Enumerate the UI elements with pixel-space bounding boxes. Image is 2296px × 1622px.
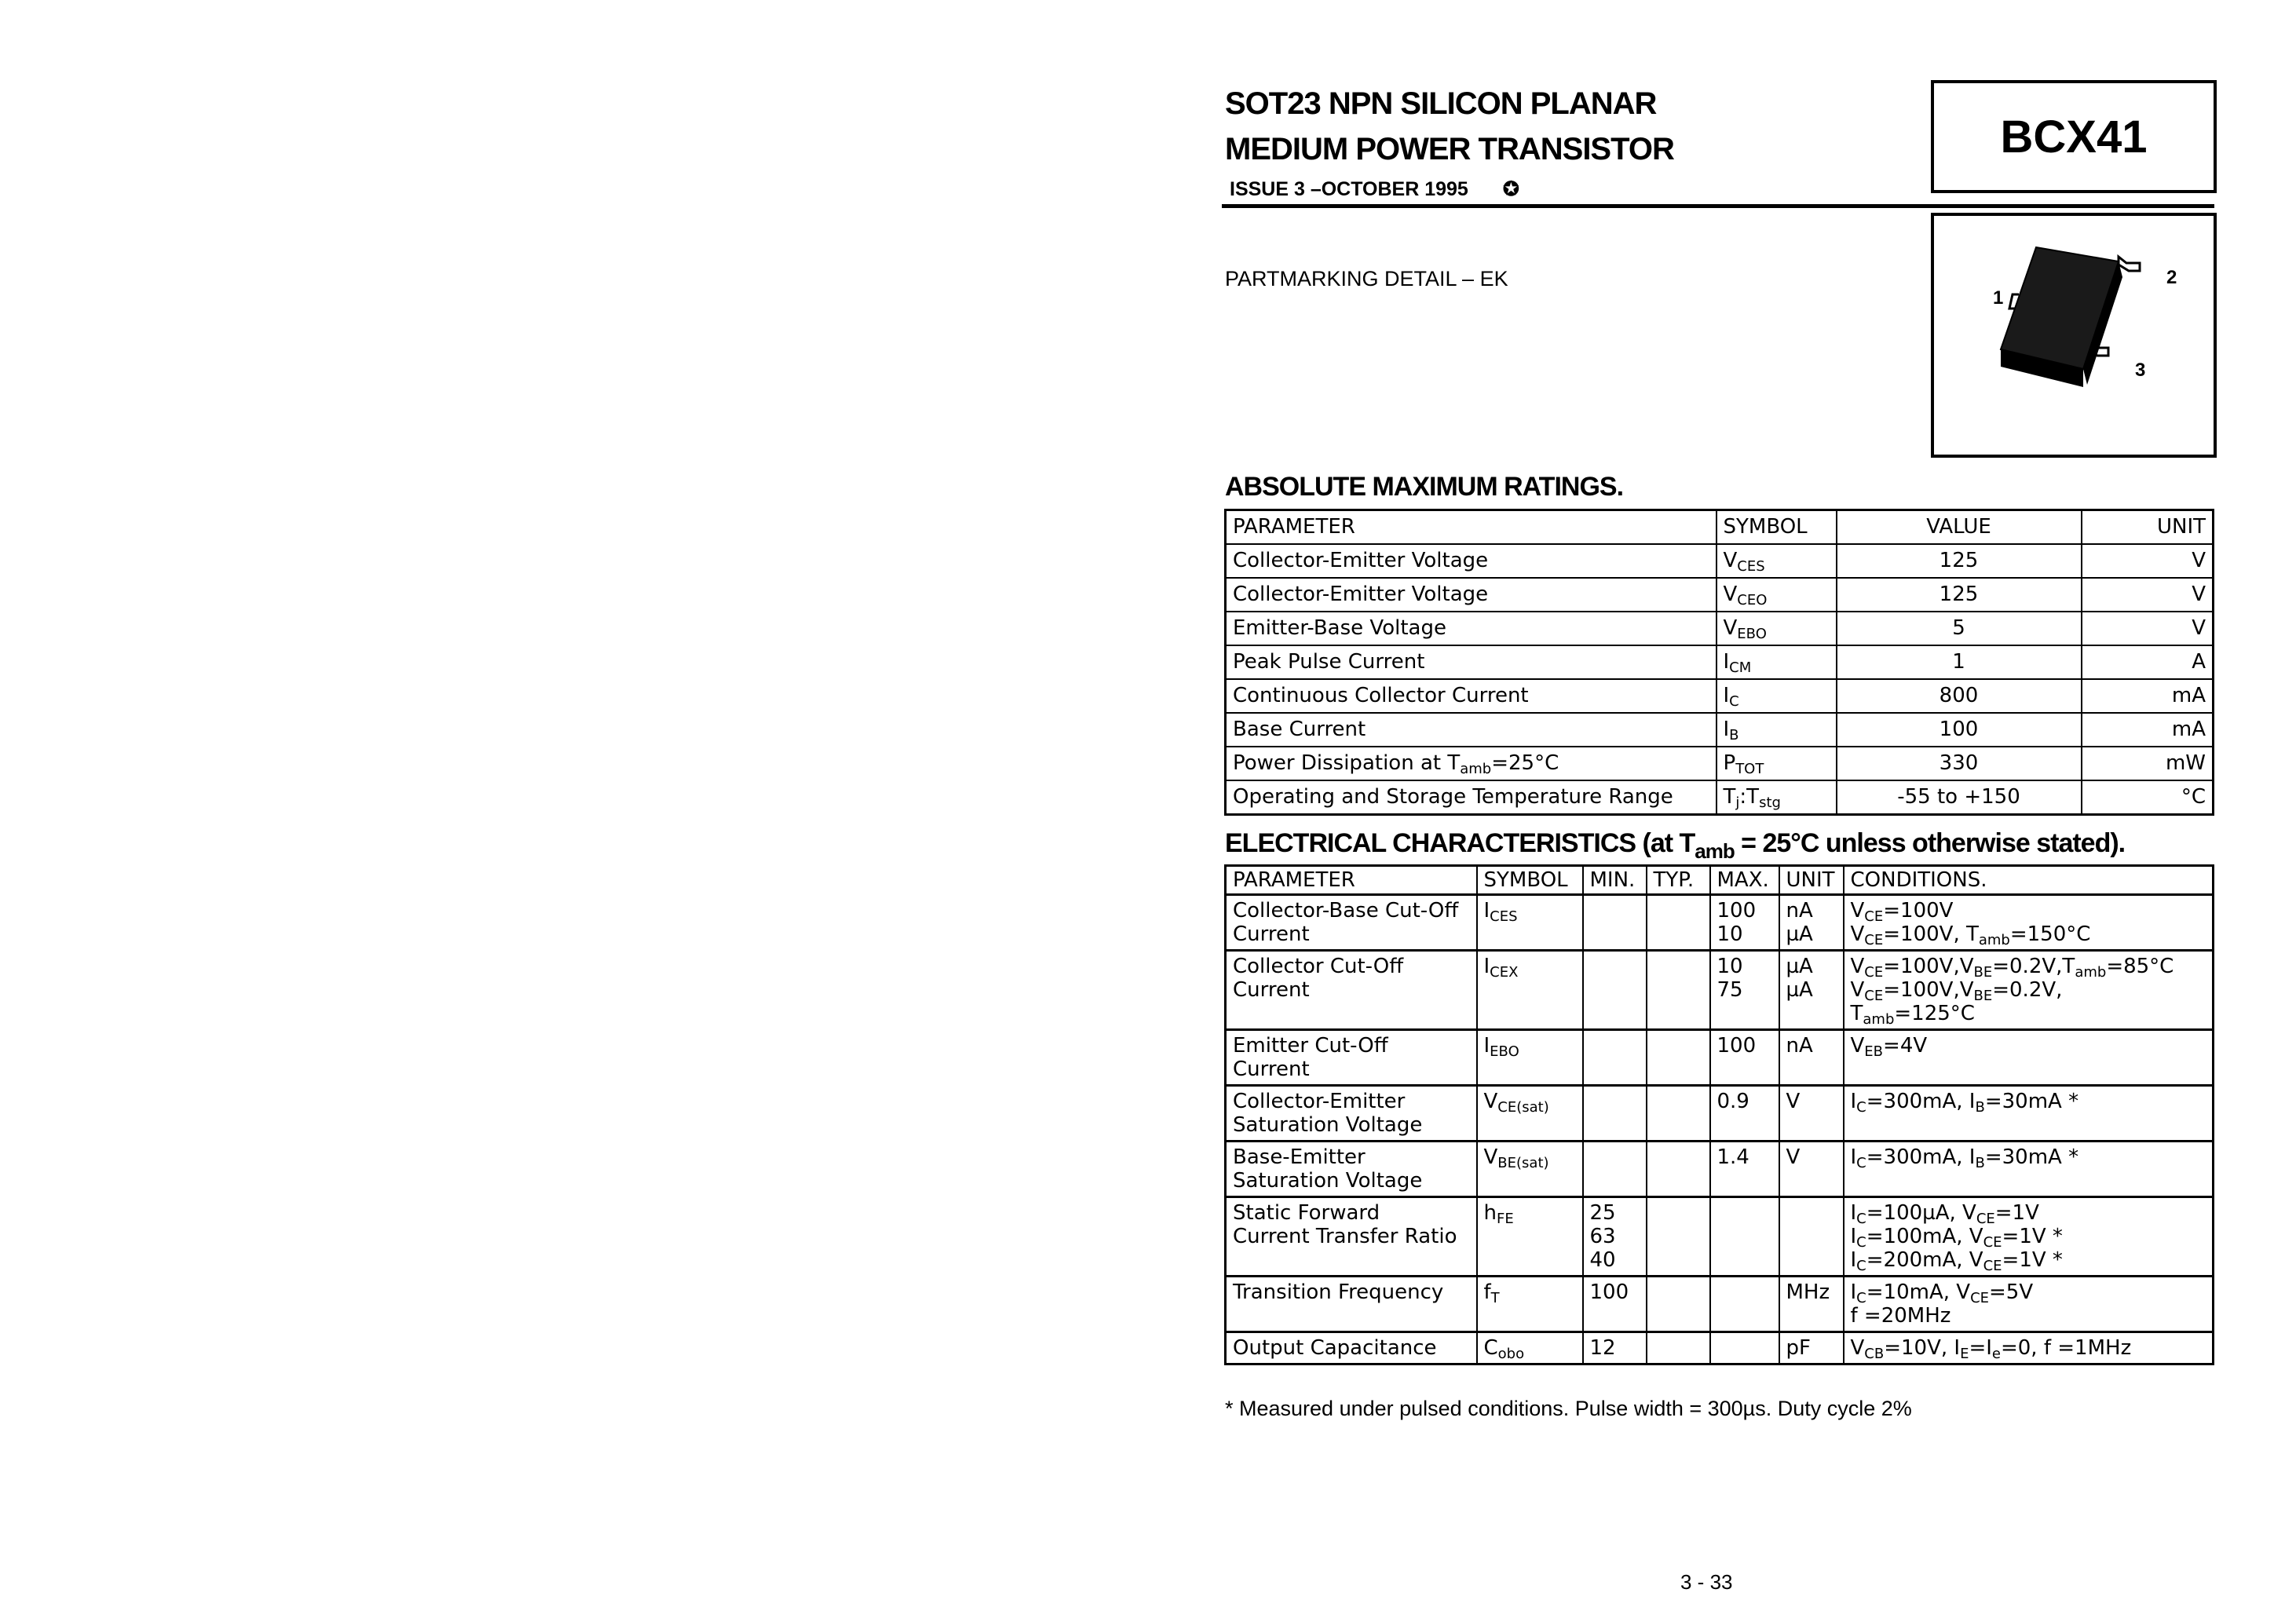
amr-value: 800 bbox=[1837, 679, 2082, 713]
amr-row bbox=[1226, 713, 2214, 747]
condition-text: =100µA, V bbox=[1866, 1201, 1976, 1225]
condition-text: =100V,V bbox=[1883, 955, 1974, 978]
elec-row bbox=[1226, 1332, 2214, 1364]
amr-header-cell: UNIT bbox=[2082, 510, 2214, 545]
condition-text: =1V bbox=[1994, 1201, 2039, 1225]
header-rule bbox=[1222, 204, 2214, 208]
symbol-subscript: T bbox=[1490, 1290, 1500, 1306]
condition-line bbox=[1851, 1304, 2206, 1328]
amr-unit: V bbox=[2082, 612, 2214, 645]
parameter-line: Output Capacitance bbox=[1233, 1336, 1437, 1360]
elec-conditions bbox=[1844, 1030, 2214, 1086]
elec-heading bbox=[1225, 828, 2126, 863]
elec-unit bbox=[1779, 1142, 1844, 1197]
unit-value: nA bbox=[1786, 1034, 1813, 1058]
condition-subscript: B bbox=[1975, 1099, 1985, 1116]
title-line-2: MEDIUM POWER TRANSISTOR bbox=[1225, 132, 1674, 166]
elec-heading-sub: amb bbox=[1695, 839, 1735, 863]
condition-subscript: CB bbox=[1864, 1346, 1885, 1362]
elec-header-row bbox=[1226, 866, 2214, 895]
elec-conditions bbox=[1844, 951, 2214, 1030]
min-value: 40 bbox=[1589, 1248, 1616, 1272]
condition-text: f =20MHz bbox=[1850, 1304, 1951, 1328]
condition-text: =30mA * bbox=[1984, 1145, 2079, 1169]
elec-header-cell: UNIT bbox=[1779, 866, 1844, 895]
symbol-subscript: CE(sat) bbox=[1497, 1099, 1549, 1116]
condition-subscript: B bbox=[1975, 1155, 1985, 1171]
elec-parameter bbox=[1226, 1030, 1477, 1086]
symbol-text: V bbox=[1723, 549, 1738, 572]
amr-row bbox=[1226, 578, 2214, 612]
condition-text: I bbox=[1850, 1145, 1857, 1169]
condition-text: V bbox=[1850, 1336, 1865, 1360]
condition-line bbox=[1851, 978, 2206, 1002]
condition-text: =10V, I bbox=[1884, 1336, 1961, 1360]
condition-text: =I bbox=[1969, 1336, 1992, 1360]
electrical-characteristics-table bbox=[1224, 864, 2214, 1365]
elec-max bbox=[1710, 1086, 1779, 1142]
condition-text: V bbox=[1850, 978, 1865, 1002]
amr-row bbox=[1226, 544, 2214, 578]
condition-subscript: C bbox=[1856, 1290, 1866, 1306]
amr-header-cell: VALUE bbox=[1837, 510, 2082, 545]
elec-symbol bbox=[1477, 1197, 1583, 1277]
symbol-subscript: obo bbox=[1497, 1346, 1525, 1362]
min-value: 12 bbox=[1589, 1336, 1616, 1360]
parameter-line: Current bbox=[1233, 978, 1310, 1002]
elec-row bbox=[1226, 1030, 2214, 1086]
condition-text: T bbox=[1850, 1002, 1863, 1025]
amr-parameter: Collector-Emitter Voltage bbox=[1226, 544, 1717, 578]
symbol-subscript: TOT bbox=[1735, 761, 1764, 777]
amr-unit: °C bbox=[2082, 780, 2214, 815]
elec-heading-text: ELECTRICAL CHARACTERISTICS (at T bbox=[1225, 828, 1695, 858]
condition-text: I bbox=[1850, 1280, 1857, 1304]
elec-conditions bbox=[1844, 1277, 2214, 1332]
condition-subscript: C bbox=[1856, 1099, 1866, 1116]
condition-subscript: CE bbox=[1864, 988, 1884, 1004]
max-value: 100 bbox=[1717, 1034, 1757, 1058]
elec-typ bbox=[1647, 1142, 1710, 1197]
sot23-package-icon bbox=[1934, 216, 2214, 455]
elec-unit bbox=[1779, 1030, 1844, 1086]
symbol-text: I bbox=[1723, 650, 1730, 674]
symbol-text: T bbox=[1723, 785, 1736, 809]
partmarking-detail: PARTMARKING DETAIL – EK bbox=[1225, 267, 1508, 290]
condition-text: =100V bbox=[1883, 899, 1954, 922]
symbol-text: f bbox=[1483, 1280, 1491, 1304]
elec-header-cell: CONDITIONS. bbox=[1844, 866, 2214, 895]
elec-typ bbox=[1647, 1197, 1710, 1277]
condition-text: =100V,V bbox=[1883, 978, 1974, 1002]
condition-subscript: CE bbox=[1976, 1211, 1995, 1227]
condition-line bbox=[1851, 1201, 2206, 1225]
elec-min bbox=[1583, 1142, 1647, 1197]
amr-symbol bbox=[1717, 747, 1837, 780]
condition-text: I bbox=[1850, 1225, 1857, 1248]
condition-subscript: CE bbox=[1864, 964, 1884, 981]
condition-line bbox=[1851, 1034, 2206, 1058]
symbol-text: :T bbox=[1739, 785, 1760, 809]
condition-text: =0.2V,T bbox=[1992, 955, 2075, 978]
condition-text: V bbox=[1850, 955, 1865, 978]
condition-subscript: e bbox=[1991, 1346, 2001, 1362]
elec-symbol bbox=[1477, 895, 1583, 951]
elec-min bbox=[1583, 951, 1647, 1030]
unit-value: µA bbox=[1786, 978, 1813, 1002]
amr-value: 100 bbox=[1837, 713, 2082, 747]
elec-typ bbox=[1647, 951, 1710, 1030]
condition-subscript: CE bbox=[1983, 1258, 2002, 1274]
condition-line bbox=[1850, 899, 2206, 925]
elec-max bbox=[1710, 895, 1779, 951]
amr-symbol bbox=[1717, 578, 1837, 612]
amr-value: 1 bbox=[1837, 645, 2082, 679]
amr-header-row bbox=[1226, 510, 2214, 545]
condition-text: V bbox=[1850, 922, 1865, 946]
amr-unit: mA bbox=[2082, 713, 2214, 747]
elec-row bbox=[1226, 1142, 2214, 1197]
symbol-subscript: BE(sat) bbox=[1497, 1155, 1549, 1171]
condition-text: =5V bbox=[1989, 1280, 2034, 1304]
elec-parameter bbox=[1226, 1197, 1477, 1277]
issue-line bbox=[1230, 177, 1519, 201]
condition-subscript: C bbox=[1856, 1155, 1866, 1171]
condition-subscript: EB bbox=[1864, 1043, 1884, 1060]
elec-header-cell: PARAMETER bbox=[1226, 866, 1477, 895]
max-value: 10 bbox=[1717, 955, 1743, 978]
parameter-line: Saturation Voltage bbox=[1233, 1169, 1423, 1193]
condition-line bbox=[1851, 1145, 2206, 1169]
condition-subscript: CE bbox=[1983, 1234, 2002, 1251]
amr-symbol bbox=[1717, 679, 1837, 713]
condition-text: =10mA, V bbox=[1866, 1280, 1971, 1304]
symbol-subscript: CES bbox=[1490, 908, 1518, 925]
condition-subscript: BE bbox=[1973, 964, 1993, 981]
elec-typ bbox=[1647, 1277, 1710, 1332]
unit-value: V bbox=[1786, 1090, 1801, 1113]
amr-unit: A bbox=[2082, 645, 2214, 679]
condition-subscript: CE bbox=[1970, 1290, 1990, 1306]
amr-header-cell: PARAMETER bbox=[1226, 510, 1717, 545]
condition-text: =125°C bbox=[1894, 1002, 1975, 1025]
amr-parameter: Emitter-Base Voltage bbox=[1226, 612, 1717, 645]
elec-unit bbox=[1779, 895, 1844, 951]
elec-header-cell: SYMBOL bbox=[1477, 866, 1583, 895]
elec-min bbox=[1583, 1030, 1647, 1086]
condition-text: =1V * bbox=[2002, 1225, 2063, 1248]
amr-row bbox=[1226, 612, 2214, 645]
elec-symbol bbox=[1477, 951, 1583, 1030]
elec-symbol bbox=[1477, 1086, 1583, 1142]
elec-unit bbox=[1779, 1277, 1844, 1332]
title-line-1: SOT23 NPN SILICON PLANAR bbox=[1225, 86, 1657, 121]
elec-symbol bbox=[1477, 1277, 1583, 1332]
parameter-line: Current Transfer Ratio bbox=[1233, 1225, 1457, 1248]
elec-conditions bbox=[1844, 1197, 2214, 1277]
elec-max bbox=[1710, 1030, 1779, 1086]
pin-1-label: 1 bbox=[1993, 287, 2004, 309]
elec-min bbox=[1583, 895, 1647, 951]
symbol-text: V bbox=[1483, 1145, 1498, 1169]
condition-line bbox=[1850, 955, 2206, 981]
amr-unit: V bbox=[2082, 544, 2214, 578]
elec-row bbox=[1226, 1197, 2214, 1277]
part-number: BCX41 bbox=[2000, 111, 2148, 163]
min-value: 63 bbox=[1589, 1225, 1616, 1248]
elec-row bbox=[1226, 1277, 2214, 1332]
condition-subscript: CE bbox=[1864, 908, 1884, 925]
amr-header-cell: SYMBOL bbox=[1717, 510, 1837, 545]
amr-unit: mW bbox=[2082, 747, 2214, 780]
condition-line bbox=[1851, 1336, 2206, 1360]
unit-value: µA bbox=[1786, 955, 1813, 978]
amr-parameter: Continuous Collector Current bbox=[1226, 679, 1717, 713]
parameter-line: Transition Frequency bbox=[1233, 1280, 1444, 1304]
condition-text: =30mA * bbox=[1984, 1090, 2079, 1113]
condition-text: =300mA, I bbox=[1866, 1145, 1976, 1169]
symbol-subscript: EBO bbox=[1490, 1043, 1519, 1060]
condition-subscript: BE bbox=[1973, 988, 1993, 1004]
unit-value: MHz bbox=[1786, 1280, 1830, 1304]
elec-conditions bbox=[1844, 895, 2214, 951]
condition-subscript: C bbox=[1856, 1234, 1866, 1251]
condition-subscript: E bbox=[1960, 1346, 1969, 1362]
symbol-text: I bbox=[1723, 684, 1730, 707]
elec-min bbox=[1583, 1197, 1647, 1277]
symbol-text: I bbox=[1483, 899, 1490, 922]
min-value: 25 bbox=[1589, 1201, 1616, 1225]
package-drawing bbox=[1931, 213, 2217, 458]
condition-subscript: amb bbox=[2075, 964, 2107, 981]
elec-unit bbox=[1779, 951, 1844, 1030]
amr-value: 330 bbox=[1837, 747, 2082, 780]
symbol-text: I bbox=[1483, 1034, 1490, 1058]
max-value: 1.4 bbox=[1717, 1145, 1749, 1169]
elec-max bbox=[1710, 1277, 1779, 1332]
elec-max bbox=[1710, 1197, 1779, 1277]
symbol-subscript: stg bbox=[1759, 795, 1781, 811]
elec-unit bbox=[1779, 1332, 1844, 1364]
amr-symbol bbox=[1717, 544, 1837, 578]
symbol-text: V bbox=[1723, 583, 1738, 606]
elec-typ bbox=[1647, 1332, 1710, 1364]
elec-header-cell: MAX. bbox=[1710, 866, 1779, 895]
elec-symbol bbox=[1477, 1142, 1583, 1197]
symbol-subscript: CES bbox=[1737, 558, 1765, 575]
symbol-subscript: B bbox=[1729, 727, 1739, 743]
elec-conditions bbox=[1844, 1332, 2214, 1364]
symbol-text: I bbox=[1483, 955, 1490, 978]
elec-header-cell: MIN. bbox=[1583, 866, 1647, 895]
amr-heading: ABSOLUTE MAXIMUM RATINGS. bbox=[1225, 472, 1624, 502]
symbol-subscript: CEX bbox=[1490, 964, 1519, 981]
condition-text: I bbox=[1850, 1248, 1857, 1272]
amr-symbol bbox=[1717, 713, 1837, 747]
condition-subscript: C bbox=[1856, 1211, 1866, 1227]
symbol-subscript: C bbox=[1729, 693, 1739, 710]
condition-text: =100V, T bbox=[1883, 922, 1979, 946]
max-value: 10 bbox=[1717, 922, 1743, 946]
condition-text: =0, f =1MHz bbox=[2000, 1336, 2132, 1360]
parameter-subscript: amb bbox=[1460, 761, 1492, 777]
elec-header-cell: TYP. bbox=[1647, 866, 1710, 895]
issue-symbol-icon: ✪ bbox=[1502, 178, 1519, 200]
elec-parameter bbox=[1226, 1086, 1477, 1142]
elec-unit bbox=[1779, 1086, 1844, 1142]
unit-value: V bbox=[1786, 1145, 1801, 1169]
parameter-line: Emitter Cut-Off bbox=[1233, 1034, 1388, 1058]
symbol-subscript: FE bbox=[1496, 1211, 1514, 1227]
condition-line bbox=[1850, 1090, 2206, 1116]
parameter-line: Saturation Voltage bbox=[1233, 1113, 1423, 1137]
elec-typ bbox=[1647, 1030, 1710, 1086]
unit-value: nA bbox=[1786, 899, 1813, 922]
parameter-line: Current bbox=[1233, 922, 1310, 946]
amr-parameter: Operating and Storage Temperature Range bbox=[1226, 780, 1717, 815]
symbol-text: P bbox=[1723, 751, 1736, 775]
amr-value: 125 bbox=[1837, 544, 2082, 578]
symbol-subscript: CM bbox=[1729, 659, 1752, 676]
elec-max bbox=[1710, 1142, 1779, 1197]
amr-unit: V bbox=[2082, 578, 2214, 612]
condition-line bbox=[1851, 922, 2206, 946]
condition-subscript: amb bbox=[1863, 1011, 1895, 1028]
elec-typ bbox=[1647, 895, 1710, 951]
amr-parameter: Peak Pulse Current bbox=[1226, 645, 1717, 679]
absolute-maximum-ratings-table bbox=[1224, 509, 2214, 816]
parameter-line: Collector Cut-Off bbox=[1233, 955, 1404, 978]
elec-min bbox=[1583, 1277, 1647, 1332]
pin-2-label: 2 bbox=[2166, 267, 2177, 288]
amr-row bbox=[1226, 780, 2214, 815]
symbol-text: V bbox=[1483, 1090, 1498, 1113]
condition-line bbox=[1850, 1002, 2206, 1028]
symbol-subscript: CEO bbox=[1737, 592, 1768, 608]
symbol-text: I bbox=[1723, 718, 1730, 741]
symbol-subscript: EBO bbox=[1737, 626, 1767, 642]
amr-value: 125 bbox=[1837, 578, 2082, 612]
condition-text: =4V bbox=[1883, 1034, 1928, 1058]
max-value: 75 bbox=[1717, 978, 1743, 1002]
amr-value: -55 to +150 bbox=[1837, 780, 2082, 815]
parameter-line: Collector-Base Cut-Off bbox=[1233, 899, 1459, 922]
part-number-box bbox=[1931, 80, 2217, 193]
condition-text: =0.2V, bbox=[1992, 978, 2063, 1002]
elec-symbol bbox=[1477, 1030, 1583, 1086]
condition-text: I bbox=[1850, 1201, 1857, 1225]
condition-line bbox=[1851, 1248, 2206, 1272]
condition-text: I bbox=[1850, 1090, 1857, 1113]
symbol-text: V bbox=[1723, 616, 1738, 640]
pin-3-label: 3 bbox=[2135, 360, 2146, 381]
unit-value: pF bbox=[1786, 1336, 1811, 1360]
amr-symbol bbox=[1717, 780, 1837, 815]
amr-row bbox=[1226, 645, 2214, 679]
condition-text: =1V * bbox=[2002, 1248, 2063, 1272]
amr-row bbox=[1226, 679, 2214, 713]
elec-symbol bbox=[1477, 1332, 1583, 1364]
amr-parameter bbox=[1226, 747, 1717, 780]
elec-max bbox=[1710, 951, 1779, 1030]
elec-heading-text-2: = 25°C unless otherwise stated). bbox=[1734, 828, 2126, 858]
elec-parameter bbox=[1226, 951, 1477, 1030]
issue-text: ISSUE 3 –OCTOBER 1995 bbox=[1230, 178, 1468, 200]
elec-row bbox=[1226, 895, 2214, 951]
elec-conditions bbox=[1844, 1086, 2214, 1142]
amr-value: 5 bbox=[1837, 612, 2082, 645]
elec-conditions bbox=[1844, 1142, 2214, 1197]
amr-symbol bbox=[1717, 612, 1837, 645]
amr-parameter: Base Current bbox=[1226, 713, 1717, 747]
elec-min bbox=[1583, 1332, 1647, 1364]
elec-parameter bbox=[1226, 895, 1477, 951]
elec-unit bbox=[1779, 1197, 1844, 1277]
condition-line bbox=[1851, 1280, 2206, 1304]
elec-min bbox=[1583, 1086, 1647, 1142]
page-number: 3 - 33 bbox=[1680, 1570, 1733, 1594]
amr-row bbox=[1226, 747, 2214, 780]
amr-symbol bbox=[1717, 645, 1837, 679]
symbol-subscript: j bbox=[1735, 795, 1740, 811]
footnote: * Measured under pulsed conditions. Pulse width = 300µs. Duty cycle 2% bbox=[1225, 1397, 1912, 1420]
condition-line bbox=[1850, 1225, 2206, 1251]
condition-text: V bbox=[1850, 1034, 1865, 1058]
parameter-line: Base-Emitter bbox=[1233, 1145, 1366, 1169]
condition-text: =150°C bbox=[2009, 922, 2091, 946]
parameter-line: Current bbox=[1233, 1058, 1310, 1081]
amr-parameter: Collector-Emitter Voltage bbox=[1226, 578, 1717, 612]
max-value: 100 bbox=[1717, 899, 1757, 922]
min-value: 100 bbox=[1589, 1280, 1629, 1304]
elec-row bbox=[1226, 1086, 2214, 1142]
parameter-line: Static Forward bbox=[1233, 1201, 1380, 1225]
amr-unit: mA bbox=[2082, 679, 2214, 713]
condition-text: =100mA, V bbox=[1866, 1225, 1983, 1248]
parameter-line: Collector-Emitter bbox=[1233, 1090, 1406, 1113]
parameter-text: =25°C bbox=[1491, 751, 1559, 775]
condition-text: =200mA, V bbox=[1866, 1248, 1983, 1272]
unit-value: µA bbox=[1786, 922, 1813, 946]
elec-max bbox=[1710, 1332, 1779, 1364]
symbol-text: C bbox=[1483, 1336, 1498, 1360]
condition-subscript: C bbox=[1856, 1258, 1866, 1274]
elec-parameter bbox=[1226, 1142, 1477, 1197]
condition-text: V bbox=[1850, 899, 1865, 922]
symbol-text: h bbox=[1483, 1201, 1497, 1225]
max-value: 0.9 bbox=[1717, 1090, 1749, 1113]
parameter-text: Power Dissipation at T bbox=[1233, 751, 1461, 775]
condition-text: =300mA, I bbox=[1866, 1090, 1976, 1113]
condition-subscript: CE bbox=[1864, 932, 1884, 948]
elec-row bbox=[1226, 951, 2214, 1030]
condition-text: =85°C bbox=[2106, 955, 2174, 978]
condition-subscript: amb bbox=[1978, 932, 2010, 948]
elec-parameter bbox=[1226, 1332, 1477, 1364]
elec-parameter bbox=[1226, 1277, 1477, 1332]
elec-typ bbox=[1647, 1086, 1710, 1142]
